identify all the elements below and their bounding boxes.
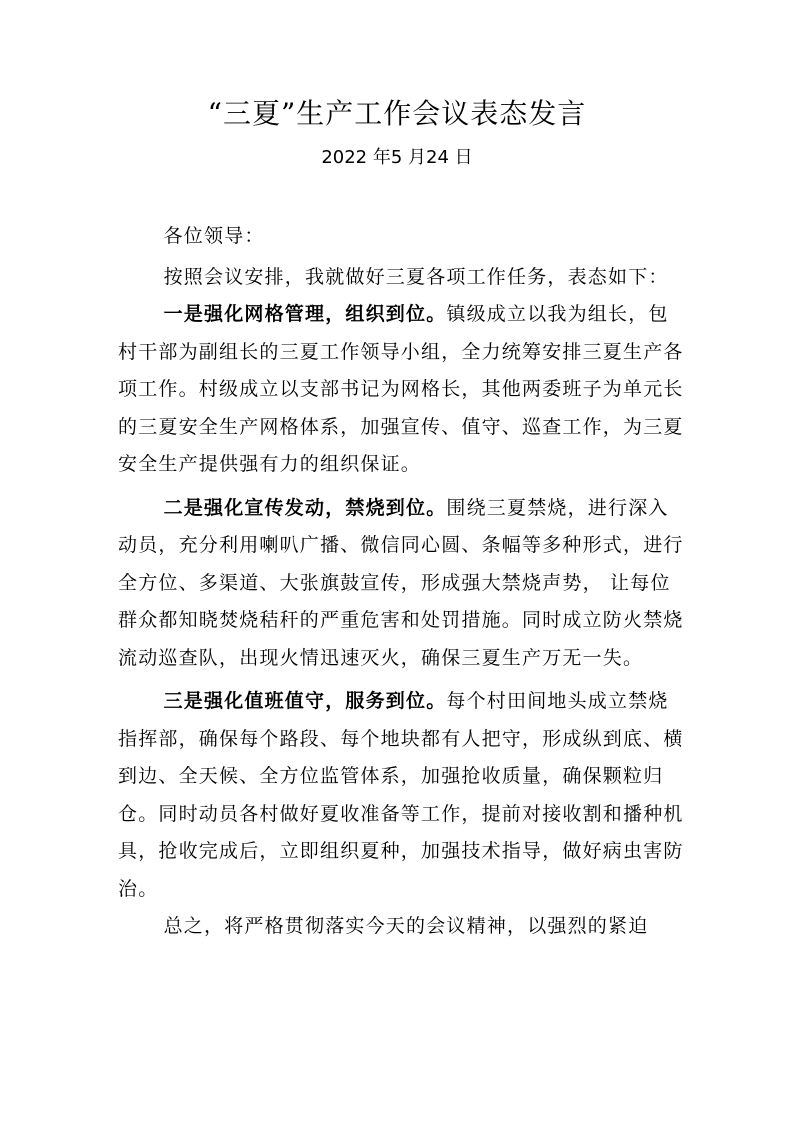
intro-paragraph: 按照会议安排，我就做好三夏各项工作任务，表态如下： xyxy=(163,265,669,288)
salutation: 各位领导： xyxy=(163,225,265,247)
section-paragraph-1 xyxy=(118,296,684,484)
document-body xyxy=(118,218,684,946)
section-text-3: 每个村田间地头成立禁烧指挥部，确保每个路段、每个地块都有人把守，形成纵到底、横到边、全天候、全方位监管体系，加强抢收质量，确保颗粒归仓。同时动员各村做好夏收准备等工作，提前对接收割和播种机具，抢收完成后，立即组织夏种，加强技术指导，做好病虫害防治。 xyxy=(118,690,684,900)
section-heading-3: 三是强化值班值守，服务到位。 xyxy=(163,690,447,712)
section-text-2: 围绕三夏禁烧，进行深入动员，充分利用喇叭广播、微信同心圆、条幅等多种形式，进行全方位、多渠道、大张旗鼓宣传，形成强大禁烧声势， 让每位群众都知晓焚烧秸秆的严重危害和处罚措施。同时成立防火禁烧流动巡查队，出现火情迅速灭火，确保三夏生产万无一失。 xyxy=(118,496,684,669)
document-date: 2022 年5 月24 日 xyxy=(321,147,473,168)
closing-paragraph: 总之，将严格贯彻落实今天的会议精神，以强烈的紧迫 xyxy=(163,915,649,937)
section-paragraph-3 xyxy=(118,683,684,908)
section-paragraph-2 xyxy=(118,490,684,678)
section-heading-2: 二是强化宣传发动，禁烧到位。 xyxy=(163,496,447,519)
section-text-1: 镇级成立以我为组长，包村干部为副组长的三夏工作领导小组，全力统筹安排三夏生产各项工作。村级成立以支部书记为网格长，其他两委班子为单元长的三夏安全生产网格体系，加强宣传、值守、巡查工作，为三夏安全生产提供强有力的组织保证。 xyxy=(118,303,684,475)
document-title: “三夏”生产工作会议表态发言 xyxy=(207,97,587,130)
section-heading-1: 一是强化网格管理，组织到位。 xyxy=(163,303,447,325)
